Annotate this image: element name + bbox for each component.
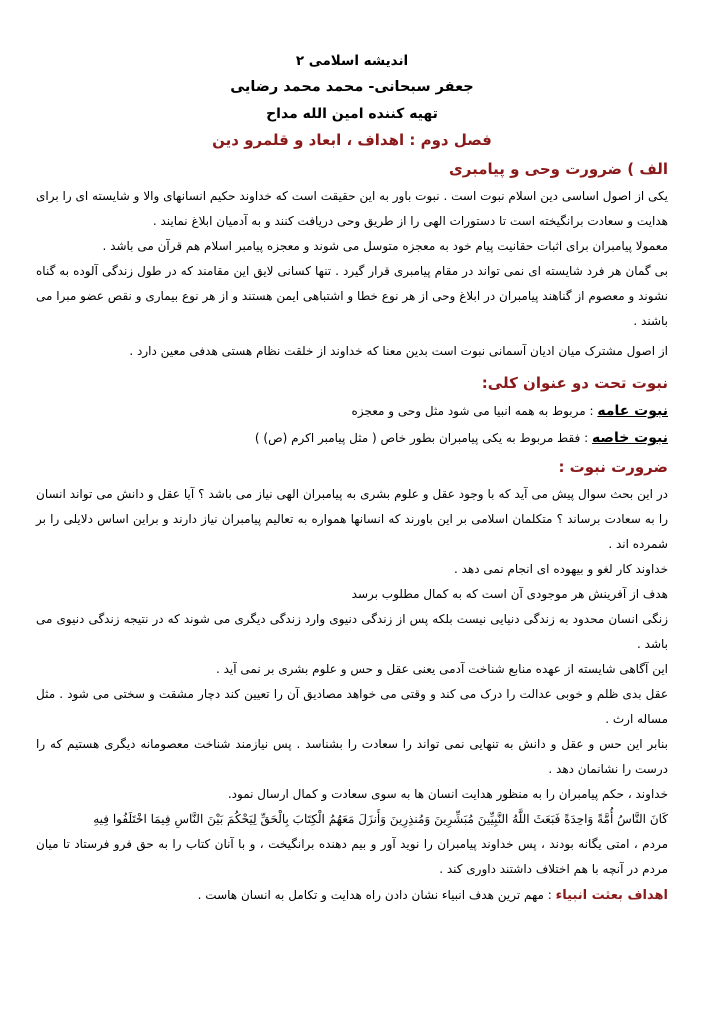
preparer-line: تهیه کننده امین الله مداح: [266, 106, 438, 122]
section-a-paragraph-1: یکی از اصول اساسی دین اسلام نبوت است . نبوت باور به این حقیقت است که خداوند حکیم انسانهای والا و شایسته ای را برای هدایت و سعادت برانگیخته است تا دستورات الهی را از طریق وحی دریافت کنند و به آدمیان ابلاغ نمایند .: [36, 189, 668, 228]
goals-desc: : مهم ترین هدف انبیاء نشان دادن راه هدایت و تکامل به انسان هاست .: [197, 888, 556, 902]
nobowat-types-heading: نبوت تحت دو عنوان کلی:: [481, 374, 668, 392]
chapter-title: فصل دوم : اهداف ، ابعاد و قلمرو دین: [212, 131, 492, 149]
verse-translation: مردم ، امتی یگانه بودند ، پس خداوند پیامبران را نوید آور و بیم دهنده برانگیخت ، و با آنان کتاب را به حق فرو فرستاد تا میان مردم در آنچه با هم اختلاف داشتند داوری کند .: [36, 837, 668, 876]
special-prophethood-desc: : فقط مربوط به یکی پیامبران بطور خاص ( مثل پیامبر اکرم (ص) ): [254, 431, 592, 445]
necessity-heading: ضرورت نبوت :: [558, 458, 668, 476]
necessity-paragraph-7: بنابر این حس و عقل و دانش به تنهایی نمی تواند را سعادت را بشناسد . پس نیازمند شناخت معصومانه دیگری هستیم که را درست را نشانمان دهد .: [36, 737, 668, 776]
necessity-paragraph-5: این آگاهی شایسته از عهده منابع شناخت آدمی یعنی عقل و حس و علوم بشری بر نمی آید .: [215, 662, 668, 676]
general-prophethood-line: [36, 398, 668, 425]
necessity-paragraph-8: خداوند ، حکم پیامبران را به منظور هدایت انسان ها به سوی سعادت و کمال ارسال نمود.: [227, 787, 668, 801]
necessity-paragraph-6: عقل بدی ظلم و خوبی عدالت را درک می کند و وقتی می خواهد مصادیق آن را تعیین کند دچار مشقت و سختی می شود . مثل مساله ارث .: [36, 687, 668, 726]
section-a-heading: الف ) ضرورت وحی و پیامبری: [449, 160, 668, 178]
general-prophethood-desc: : مربوط به همه انبیا می شود مثل وحی و معجزه: [351, 404, 598, 418]
necessity-paragraph-1: در این بحث سوال پیش می آید که با وجود عقل و علوم بشری به پیامبران الهی نیاز می باشد ؟ آیا عقل و دانش می تواند انسان را به سعادت برساند ؟ متکلمان اسلامی بر این باورند که انسانها همواره به تعالیم پیامبران نیاز دارند و براین اساس دلایلی را بر شمرده اند .: [36, 487, 668, 551]
section-a-paragraph-3: بی گمان هر فرد شایسته ای نمی تواند در مقام پیامبری قرار گیرد . تنها کسانی لایق این مقامند که در طول زندگی آلوده به گناه نشوند و معصوم از گناهند پیامبران در ابلاغ وحی از هر نوع خطا و اشتباهی ایمن هستند و از هر نوع بیماری و نقص عضو مبرا می باشند .: [36, 264, 668, 328]
goals-term: اهداف بعثت انبیاء: [555, 888, 668, 903]
necessity-paragraph-4: زنگی انسان محدود به زندگی دنیایی نیست بلکه پس از زندگی دنیوی وارد زندگی دیگری می شوند که در نتیجه زندگی دنیوی می باشد .: [36, 612, 668, 651]
book-authors: جعفر سبحانی- محمد محمد رضایی: [230, 79, 474, 95]
section-a-paragraph-2: معمولا پیامبران برای اثبات حقانیت پیام خود به معجزه متوسل می شوند و معجزه پیامبر اسلام هم قرآن می باشد .: [102, 239, 668, 253]
book-title: اندیشه اسلامی ۲: [295, 53, 409, 69]
necessity-paragraph-3: هدف از آفرینش هر موجودی آن است که به کمال مطلوب برسد: [351, 587, 668, 601]
special-prophethood-term: نبوت خاصه: [591, 430, 668, 446]
necessity-paragraph-2: خداوند کار لغو و بیهوده ای انجام نمی دهد .: [453, 562, 668, 576]
special-prophethood-line: [36, 425, 668, 452]
section-a-paragraph-4: از اصول مشترک میان ادیان آسمانی نبوت است بدین معنا که خداوند از خلقت نظام هستی هدفی معین دارد .: [129, 344, 668, 358]
general-prophethood-term: نبوت عامه: [597, 403, 668, 419]
goals-line: [36, 882, 668, 909]
quran-verse: كَانَ النَّاسُ أُمَّةً وَاحِدَةً فَبَعَثَ اللَّهُ النَّبِيِّينَ مُبَشِّرِينَ وَمُنذِرِينَ وَأَنزَلَ مَعَهُمُ الْكِتَابَ بِالْحَقِّ لِيَحْكُمَ بَيْنَ النَّاسِ فِيمَا اخْتَلَفُوا فِيهِ: [93, 812, 668, 826]
